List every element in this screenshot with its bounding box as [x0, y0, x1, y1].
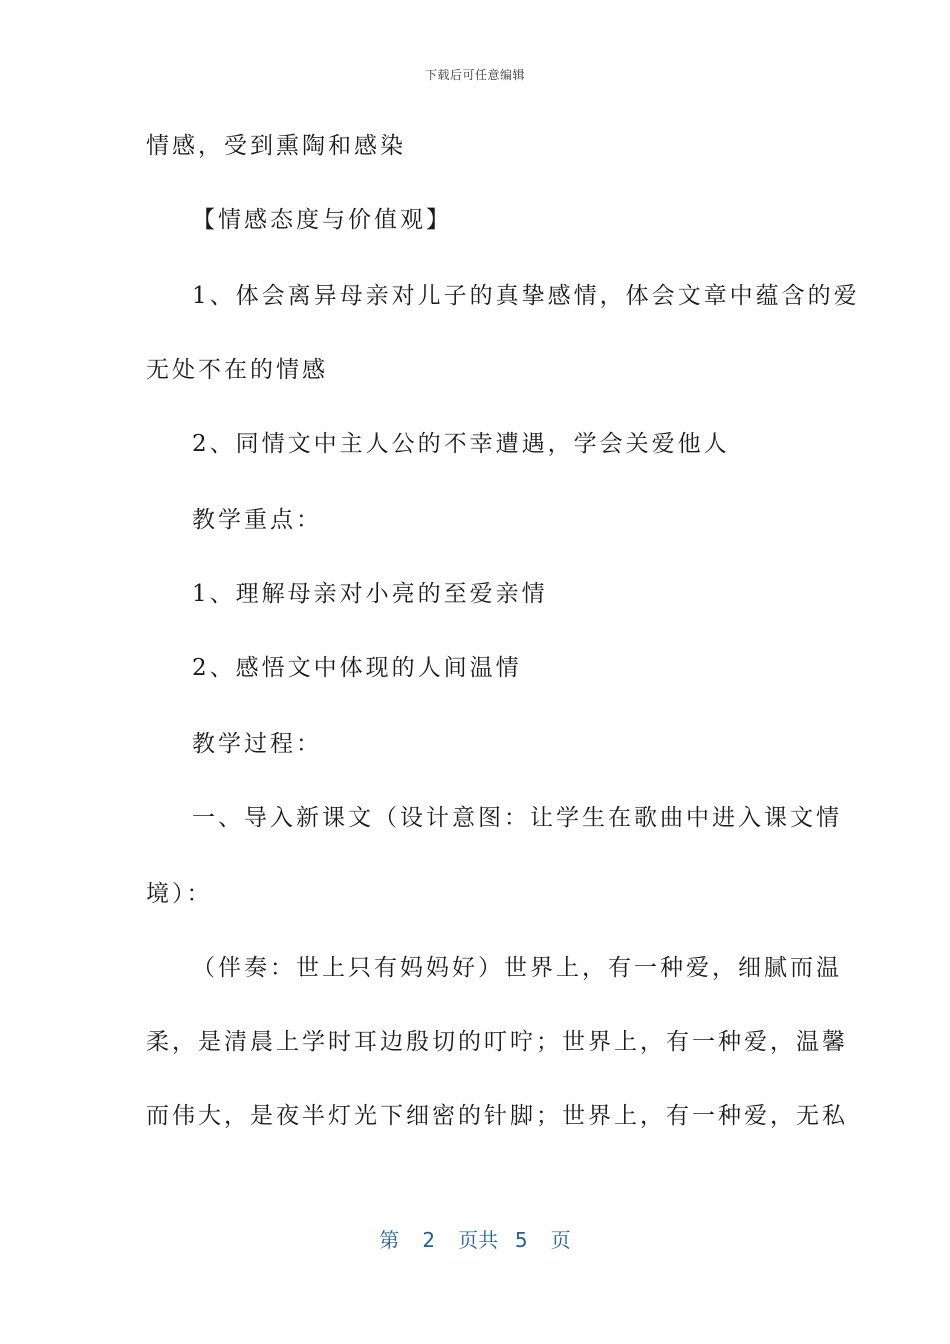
teaching-focus-heading: 教学重点：: [192, 507, 322, 533]
body-line-3: 1、体会离异母亲对儿子的真挚感情，体会文章中蕴含的爱: [192, 283, 860, 309]
body-line-7: 1、理解母亲对小亮的至爱亲情: [192, 581, 548, 607]
body-line-14: 而伟大，是夜半灯光下细密的针脚；世界上，有一种爱，无私: [146, 1103, 848, 1129]
teaching-process-heading: 教学过程：: [192, 731, 322, 757]
current-page-number: 2: [422, 1228, 436, 1252]
body-line-12: （伴奏：世上只有妈妈好）世界上，有一种爱，细腻而温: [192, 955, 842, 981]
body-line-1: 情感，受到熏陶和感染: [146, 133, 406, 159]
section-heading-attitude: 【情感态度与价值观】: [192, 207, 452, 233]
header-note: 下载后可任意编辑: [424, 68, 525, 82]
page-label-prefix: 第: [379, 1228, 400, 1252]
page-label-suffix: 页: [550, 1228, 571, 1252]
body-line-10: 一、导入新课文（设计意图：让学生在歌曲中进入课文情: [192, 805, 842, 831]
body-line-8: 2、感悟文中体现的人间温情: [192, 655, 522, 681]
body-line-13: 柔，是清晨上学时耳边殷切的叮咛；世界上，有一种爱，温馨: [146, 1029, 848, 1055]
total-pages-number: 5: [514, 1228, 528, 1252]
body-line-11: 境）：: [146, 881, 213, 907]
page-label-mid: 页共: [458, 1228, 499, 1252]
page-number-footer: [0, 1224, 950, 1253]
body-line-4: 无处不在的情感: [146, 357, 328, 383]
body-line-5: 2、同情文中主人公的不幸遭遇，学会关爱他人: [192, 431, 730, 457]
